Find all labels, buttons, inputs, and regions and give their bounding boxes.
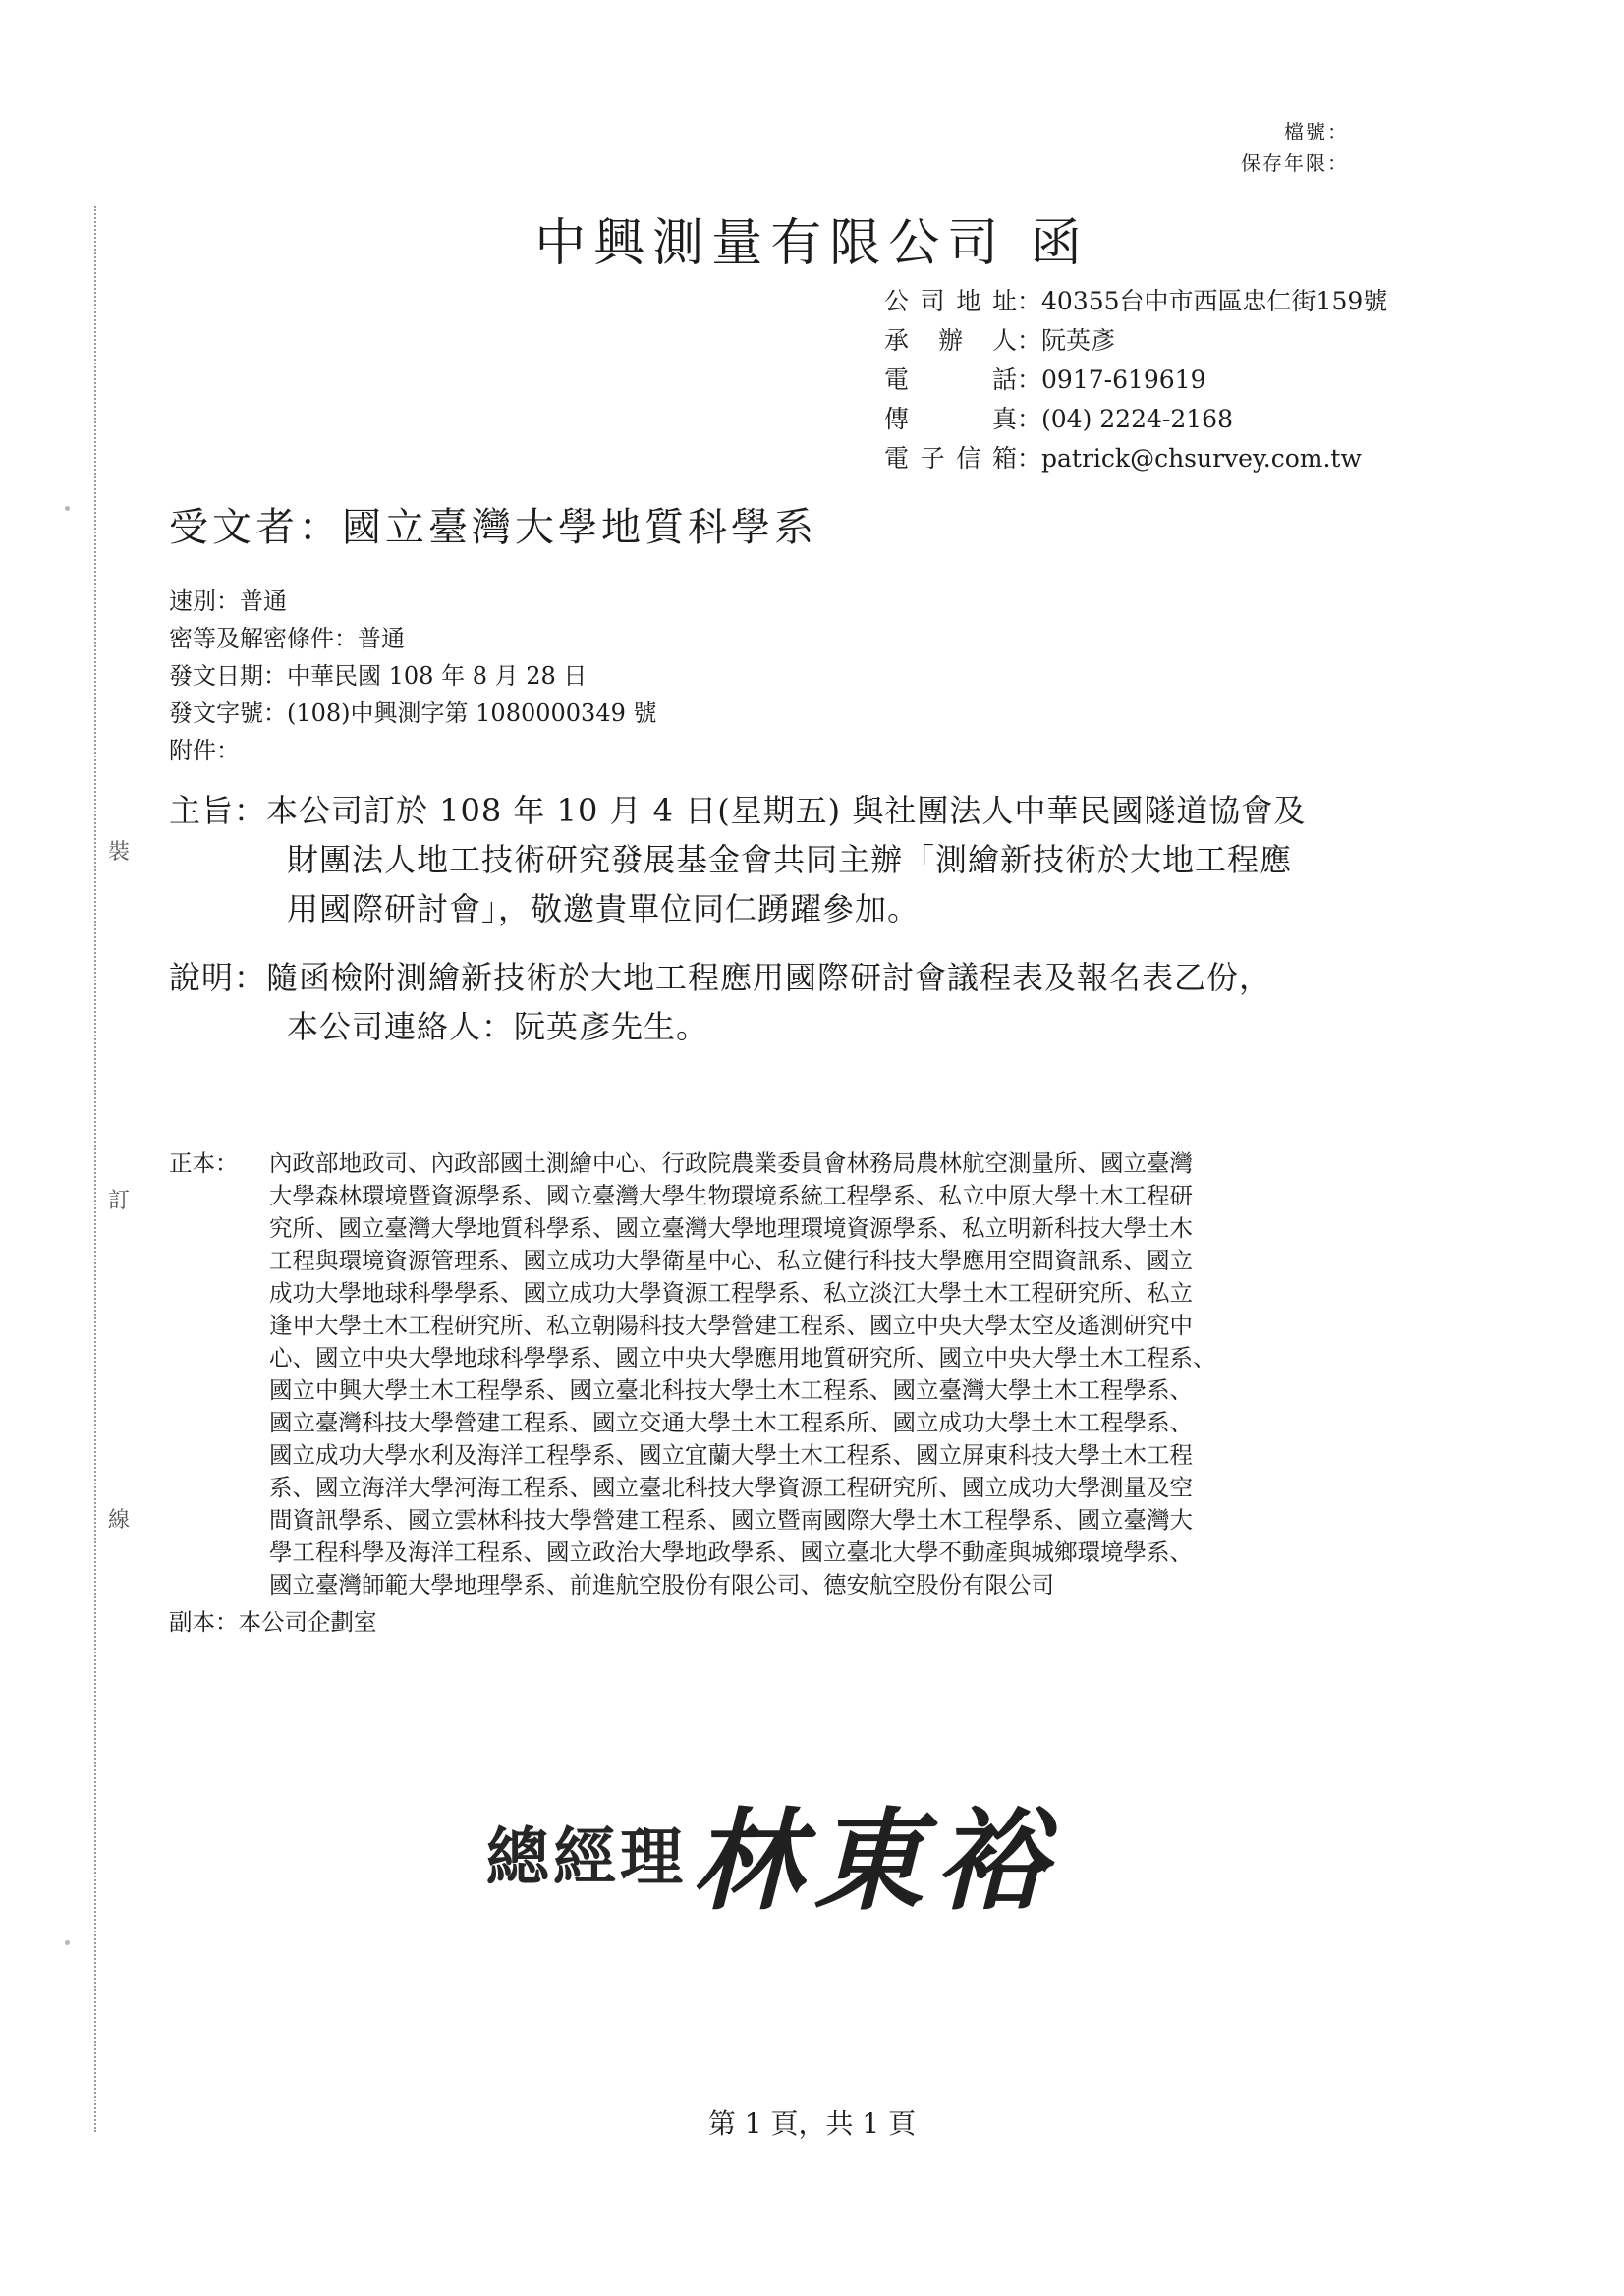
original-recipients-line: 國立成功大學水利及海洋工程學系、國立宜蘭大學土木工程系、國立屏東科技大學土木工程 [269, 1441, 1193, 1469]
meta-date: 發文日期：中華民國 108 年 8 月 28 日 [169, 662, 588, 690]
signature-title: 總經理 [486, 1820, 687, 1895]
meta-speed: 速別：普通 [169, 588, 287, 615]
recipient: 受文者：國立臺灣大學地質科學系 [169, 505, 817, 550]
margin-dot [65, 1940, 70, 1945]
copy-recipients: 副本：本公司企劃室 [169, 1608, 377, 1636]
original-recipients-line: 逢甲大學土木工程研究所、私立朝陽科技大學營建工程系、國立中央大學太空及遙測研究中 [269, 1312, 1193, 1339]
sender-address-label: 公司地址 [884, 287, 1017, 315]
sender-contact-value: 阮英彥 [1041, 326, 1116, 355]
explanation-line-2: 本公司連絡人：阮英彥先生。 [287, 1008, 709, 1045]
original-recipients-line: 系、國立海洋大學河海工程系、國立臺北科技大學資源工程研究所、國立成功大學測量及空 [269, 1474, 1193, 1501]
original-recipients-line: 心、國立中央大學地球科學學系、國立中央大學應用地質研究所、國立中央大學土木工程系、 [269, 1344, 1216, 1372]
original-recipients-label: 正本： [169, 1149, 239, 1177]
sender-contact: 承辦人：阮英彥 [884, 321, 1115, 357]
sender-address: 公司地址：40355台中市西區忠仁街159號 [884, 282, 1387, 317]
meta-security: 密等及解密條件：普通 [169, 625, 405, 652]
binding-char-xian: 線 [108, 1508, 131, 1533]
original-recipients-line: 學工程科學及海洋工程系、國立政治大學地政學系、國立臺北大學不動產與城鄉環境學系、 [269, 1539, 1193, 1566]
original-recipients-line: 成功大學地球科學學系、國立成功大學資源工程學系、私立淡江大學土木工程研究所、私立 [269, 1279, 1193, 1307]
binding-char-zhuang: 裝 [108, 840, 131, 865]
original-recipients-line: 究所、國立臺灣大學地質科學系、國立臺灣大學地理環境資源學系、私立明新科技大學土木 [269, 1214, 1193, 1242]
sender-email-value: patrick@chsurvey.com.tw [1041, 444, 1362, 473]
subject-line-1: 主旨：本公司訂於 108 年 10 月 4 日(星期五) 與社團法人中華民國隧道協會及 [169, 792, 1307, 829]
meta-attachment: 附件： [169, 737, 240, 764]
sender-email: 電子信箱：patrick@chsurvey.com.tw [884, 439, 1362, 475]
sender-phone-label: 電話 [884, 365, 1017, 394]
subject-line-2: 財團法人地工技術研究發展基金會共同主辦「測繪新技術於大地工程應 [287, 841, 1293, 878]
original-recipients-line: 國立臺灣師範大學地理學系、前進航空股份有限公司、德安航空股份有限公司 [269, 1571, 1054, 1598]
document-title: 中興測量有限公司 函 [534, 214, 1090, 273]
sender-phone-value: 0917-619619 [1041, 365, 1206, 394]
original-recipients-line: 工程與環境資源管理系、國立成功大學衛星中心、私立健行科技大學應用空間資訊系、國立 [269, 1247, 1193, 1274]
sender-address-value: 40355台中市西區忠仁街159號 [1041, 287, 1388, 315]
subject-line-3: 用國際研討會」，敬邀貴單位同仁踴躍參加。 [287, 890, 921, 927]
signature [486, 1773, 1057, 1932]
archive-retention: 保存年限： [1241, 151, 1349, 175]
sender-fax: 傳真：(04) 2224-2168 [884, 400, 1233, 435]
signature-name: 林東裕 [692, 1797, 1058, 1926]
explanation-line-1: 說明：隨函檢附測繪新技術於大地工程應用國際研討會議程表及報名表乙份， [169, 959, 1272, 996]
meta-doc-no: 發文字號：(108)中興測字第 1080000349 號 [169, 700, 657, 727]
sender-contact-label: 承辦人 [884, 326, 1017, 355]
original-recipients-line: 大學森林環境暨資源學系、國立臺灣大學生物環境系統工程學系、私立中原大學土木工程研 [269, 1182, 1193, 1209]
page-number: 第 1 頁，共 1 頁 [707, 2107, 917, 2140]
sender-email-label: 電子信箱 [884, 444, 1017, 473]
original-recipients-line: 間資訊學系、國立雲林科技大學營建工程系、國立暨南國際大學土木工程學系、國立臺灣大 [269, 1506, 1193, 1534]
sender-phone: 電話：0917-619619 [884, 361, 1206, 396]
margin-dot [65, 506, 70, 511]
archive-file-no: 檔號： [1284, 120, 1349, 143]
binding-char-ding: 訂 [108, 1189, 131, 1213]
original-recipients-line: 國立中興大學土木工程學系、國立臺北科技大學土木工程系、國立臺灣大學土木工程學系、 [269, 1376, 1193, 1404]
original-recipients-line: 國立臺灣科技大學營建工程系、國立交通大學土木工程系所、國立成功大學土木工程學系、 [269, 1409, 1193, 1436]
binding-line [94, 206, 96, 2132]
sender-fax-label: 傳真 [884, 405, 1017, 433]
sender-fax-value: (04) 2224-2168 [1041, 405, 1233, 433]
original-recipients-line: 內政部地政司、內政部國土測繪中心、行政院農業委員會林務局農林航空測量所、國立臺灣 [269, 1149, 1193, 1177]
